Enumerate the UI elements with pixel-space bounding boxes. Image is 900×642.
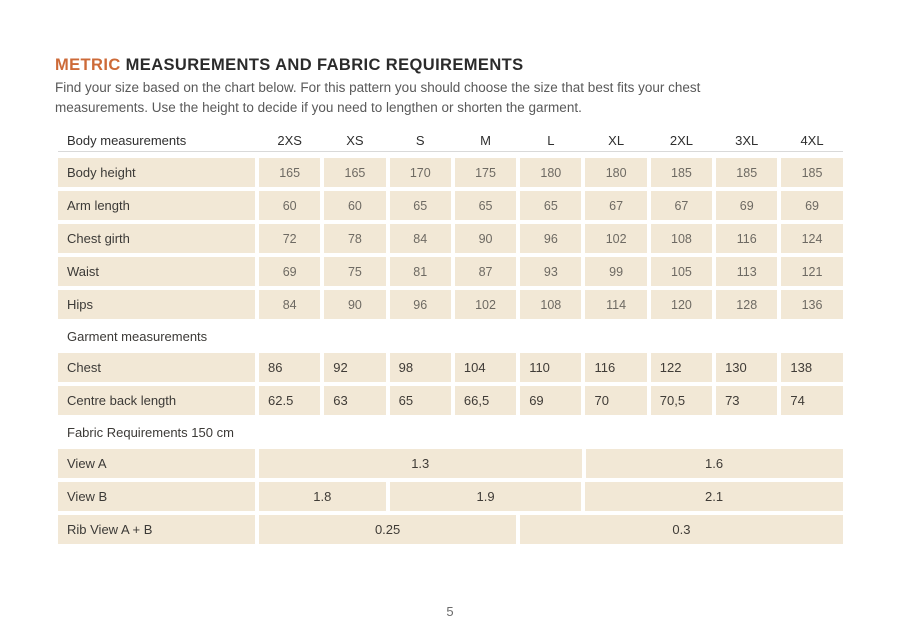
row-label: Waist: [58, 257, 255, 286]
value-cell: 70,5: [651, 386, 712, 415]
value-cell: 108: [520, 290, 581, 319]
value-cell: 116: [716, 224, 777, 253]
value-cell: 90: [324, 290, 385, 319]
value-cell: 81: [390, 257, 451, 286]
value-cell: 93: [520, 257, 581, 286]
value-cell: 65: [520, 191, 581, 220]
value-cell: 110: [520, 353, 581, 382]
fabric-value-cell: 2.1: [585, 482, 842, 511]
value-cell: 87: [455, 257, 516, 286]
value-cell: 69: [781, 191, 842, 220]
table-row-centre-back-length: [58, 386, 843, 415]
value-cell: 67: [585, 191, 646, 220]
value-cell: 99: [585, 257, 646, 286]
value-cell: 67: [651, 191, 712, 220]
page-title-highlight: METRIC: [55, 56, 121, 74]
value-cell: 128: [716, 290, 777, 319]
row-label: Chest: [58, 353, 255, 382]
value-cell: 69: [259, 257, 320, 286]
value-cell: 65: [390, 191, 451, 220]
row-label: Chest girth: [58, 224, 255, 253]
value-cell: 114: [585, 290, 646, 319]
value-cell: 65: [455, 191, 516, 220]
value-cell: 96: [520, 224, 581, 253]
fabric-value-cell: 1.6: [586, 449, 843, 478]
intro-text: [55, 78, 700, 117]
size-header-2xl: 2XL: [669, 133, 693, 148]
fabric-value-cell: 1.9: [390, 482, 582, 511]
table-row-hips: [58, 290, 843, 319]
table-row-view-a: [58, 449, 843, 478]
value-cell: 98: [390, 353, 451, 382]
value-cell: 180: [520, 158, 581, 187]
fabric-value-cell: 1.3: [259, 449, 582, 478]
value-cell: 120: [651, 290, 712, 319]
value-cell: 102: [585, 224, 646, 253]
garment-section-heading: Garment measurements: [67, 328, 208, 344]
value-cell: 86: [259, 353, 320, 382]
row-label: Rib View A + B: [58, 515, 255, 544]
page-title: [55, 56, 524, 75]
table-row-chest-girth: [58, 224, 843, 253]
table-row-garment-chest: [58, 353, 843, 382]
value-cell: 130: [716, 353, 777, 382]
table-row-arm-length: [58, 191, 843, 220]
value-cell: 138: [781, 353, 842, 382]
row-label: Arm length: [58, 191, 255, 220]
value-cell: 102: [455, 290, 516, 319]
value-cell: 165: [259, 158, 320, 187]
value-cell: 72: [259, 224, 320, 253]
size-header-xl: XL: [608, 133, 625, 148]
value-cell: 84: [390, 224, 451, 253]
size-header-3xl: 3XL: [735, 133, 759, 148]
value-cell: 69: [716, 191, 777, 220]
size-header-l: L: [547, 133, 555, 148]
measurements-table: [58, 130, 843, 548]
value-cell: 74: [781, 386, 842, 415]
page-number: 5: [446, 604, 454, 619]
size-header-xs: XS: [346, 133, 364, 148]
value-cell: 104: [455, 353, 516, 382]
row-label: Hips: [58, 290, 255, 319]
page-title-rest: MEASUREMENTS AND FABRIC REQUIREMENTS: [120, 56, 524, 74]
value-cell: 62.5: [259, 386, 320, 415]
value-cell: 105: [651, 257, 712, 286]
value-cell: 121: [781, 257, 842, 286]
value-cell: 63: [324, 386, 385, 415]
intro-line-1: Find your size based on the chart below. For this pattern you should choose the size that best fits your chest: [55, 80, 701, 95]
value-cell: 69: [520, 386, 581, 415]
row-label: Body height: [58, 158, 255, 187]
value-cell: 175: [455, 158, 516, 187]
value-cell: 185: [781, 158, 842, 187]
fabric-value-cell: 0.25: [259, 515, 516, 544]
size-header-2xs: 2XS: [277, 133, 302, 148]
table-row-view-b: [58, 482, 843, 511]
value-cell: 73: [716, 386, 777, 415]
fabric-section-heading: Fabric Requirements 150 cm: [67, 424, 234, 440]
value-cell: 116: [585, 353, 646, 382]
value-cell: 60: [259, 191, 320, 220]
fabric-value-cell: 0.3: [520, 515, 843, 544]
header-body-measurements: Body measurements: [67, 133, 187, 148]
table-row-rib-view-a-b: [58, 515, 843, 544]
value-cell: 75: [324, 257, 385, 286]
value-cell: 66,5: [455, 386, 516, 415]
size-header-s: S: [415, 133, 425, 148]
intro-line-2: measurements. Use the height to decide if you need to lengthen or shorten the garment.: [55, 99, 582, 115]
fabric-value-cell: 1.8: [259, 482, 386, 511]
value-cell: 185: [651, 158, 712, 187]
value-cell: 180: [585, 158, 646, 187]
value-cell: 165: [324, 158, 385, 187]
value-cell: 70: [585, 386, 646, 415]
value-cell: 96: [390, 290, 451, 319]
value-cell: 84: [259, 290, 320, 319]
table-row-waist: [58, 257, 843, 286]
table-row-body-height: [58, 158, 843, 187]
value-cell: 122: [651, 353, 712, 382]
size-header-m: M: [480, 133, 491, 148]
row-label: View B: [58, 482, 255, 511]
value-cell: 108: [651, 224, 712, 253]
value-cell: 92: [324, 353, 385, 382]
value-cell: 170: [390, 158, 451, 187]
value-cell: 113: [716, 257, 777, 286]
value-cell: 78: [324, 224, 385, 253]
row-label: Centre back length: [58, 386, 255, 415]
table-header-row: [58, 130, 843, 152]
value-cell: 60: [324, 191, 385, 220]
value-cell: 185: [716, 158, 777, 187]
value-cell: 90: [455, 224, 516, 253]
row-label: View A: [58, 449, 255, 478]
size-header-4xl: 4XL: [800, 133, 824, 148]
value-cell: 136: [781, 290, 842, 319]
value-cell: 124: [781, 224, 842, 253]
value-cell: 65: [390, 386, 451, 415]
